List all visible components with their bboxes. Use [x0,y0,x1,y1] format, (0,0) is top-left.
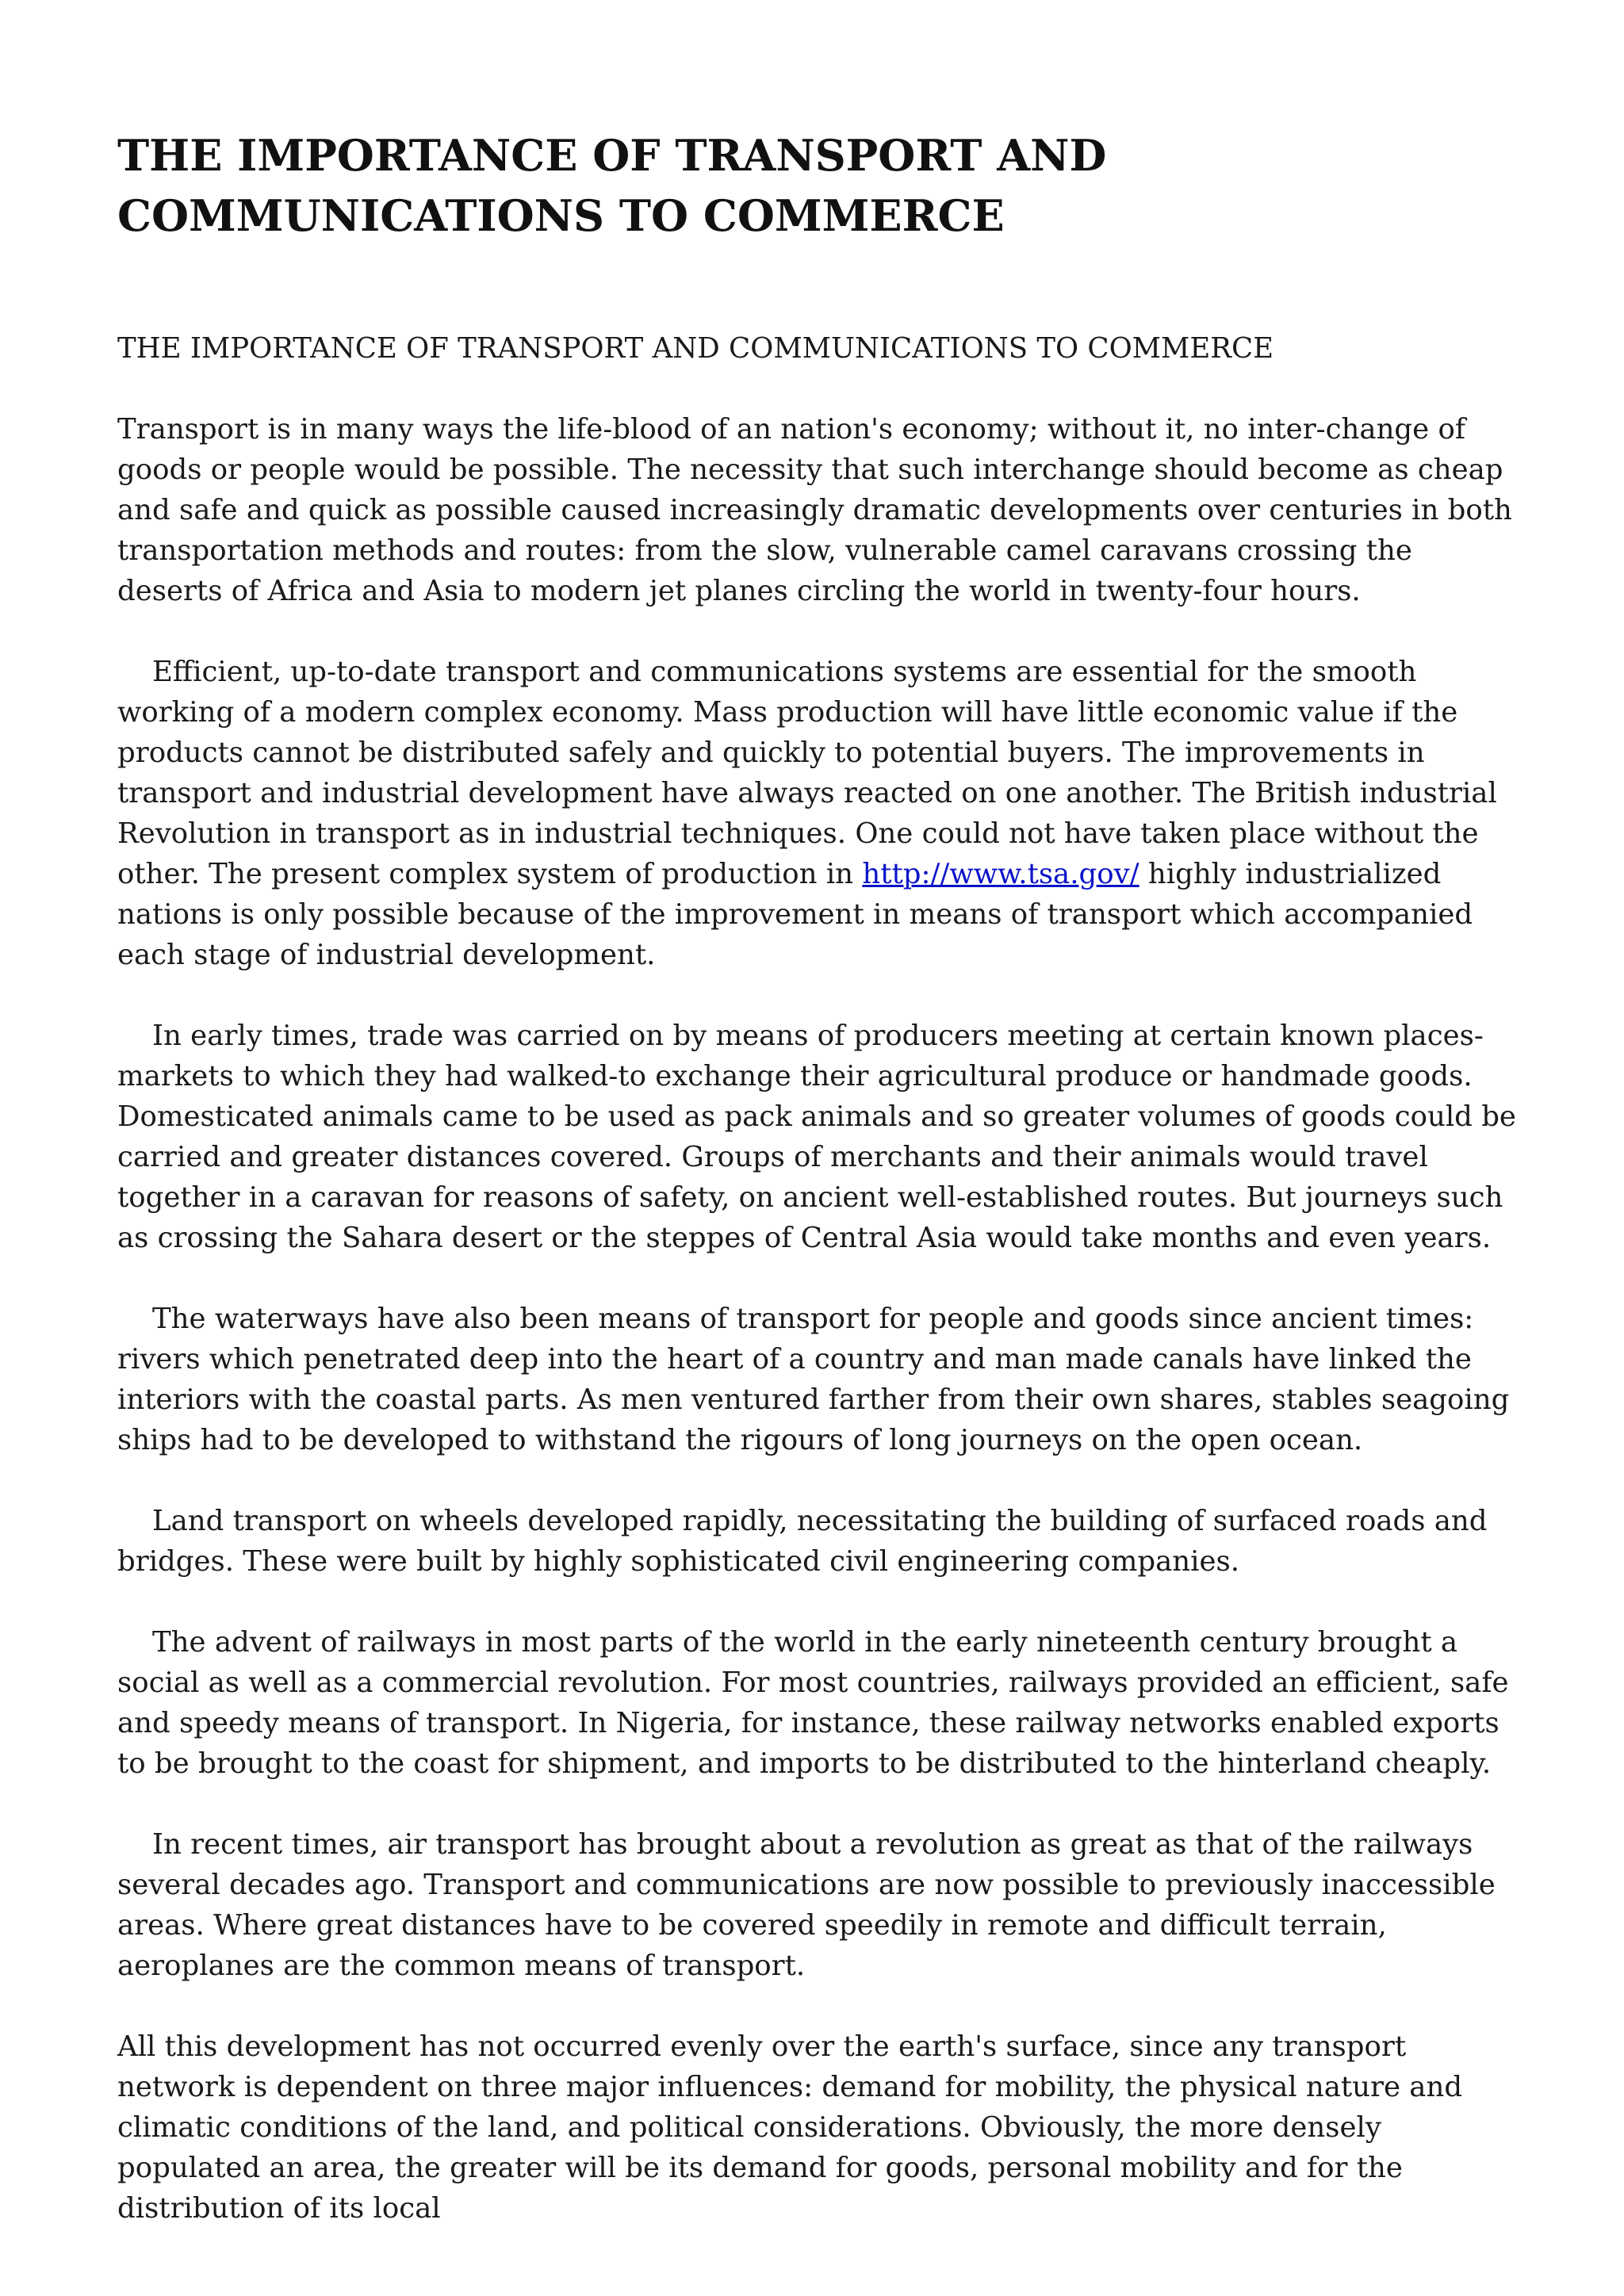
paragraph-8: All this development has not occurred evenly over the earth's surface, since any transport network is dependent on three major influences: demand for mobility, the physical nature and climatic conditions of the land, and political considerations. Obviously, the more densely populated an area, the greater will be its demand for goods, personal mobility and for the distribution of its local [117,2030,1463,2225]
document-page [117,125,1521,2229]
paragraph-6: The advent of railways in most parts of the world in the early nineteenth century brought a social as well as a commercial revolution. For most countries, railways provided an efficient, safe and speedy means of transport. In Nigeria, for instance, these railway networks enabled exports to be brought to the coast for shipment, and imports to be distributed to the hinterland cheaply. [117,1626,1509,1780]
document-subtitle: THE IMPORTANCE OF TRANSPORT AND COMMUNICATIONS TO COMMERCE [117,332,1274,365]
tsa-link[interactable]: http://www.tsa.gov/ [862,858,1139,890]
paragraph-4: The waterways have also been means of transport for people and goods since ancient times: rivers which penetrated deep into the heart of a country and man made canals have linked the interiors with the coastal parts. As men ventured farther from their own shares, stables seagoing ships had to be developed to withstand the rigours of long journeys on the open ocean. [117,1303,1510,1456]
paragraph-5: Land transport on wheels developed rapidly, necessitating the building of surfaced roads and bridges. These were built by highly sophisticated civil engineering companies. [117,1505,1488,1578]
paragraph-3: In early times, trade was carried on by means of producers meeting at certain known places-markets to which they had walked-to exchange their agricultural produce or handmade goods. Domesticated animals came to be used as pack animals and so greater volumes of goods could be carried and greater distances covered. Groups of merchants and their animals would travel together in a caravan for reasons of safety, on ancient well-established routes. But journeys such as crossing the Sahara desert or the steppes of Central Asia would take months and even years. [117,1020,1516,1254]
page-title: THE IMPORTANCE OF TRANSPORT AND COMMUNICATIONS TO COMMERCE [117,130,1107,241]
paragraph-7: In recent times, air transport has brought about a revolution as great as that of the railways several decades ago. Transport and communications are now possible to previously inaccessible areas. Where great distances have to be covered speedily in remote and difficult terrain, aeroplanes are the common means of transport. [117,1828,1496,1982]
paragraph-2 [117,652,1521,975]
paragraph-2-text-after: highly industrialized nations is only possible because of the improvement in means of transport which accompanied each stage of industrial development. [117,858,1473,971]
paragraph-2-text-before: Efficient, up-to-date transport and communications systems are essential for the smooth working of a modern complex economy. Mass production will have little economic value if the products cannot be distributed safely and quickly to potential buyers. The improvements in transport and industrial development have always reacted on one another. The British industrial Revolution in transport as in industrial techniques. One could not have taken place without the other. The present complex system of production in [117,656,1497,890]
paragraph-1: Transport is in many ways the life-blood of an nation's economy; without it, no inter-change of goods or people would be possible. The necessity that such interchange should become as cheap and safe and quick as possible caused increasingly dramatic developments over centuries in both transportation methods and routes: from the slow, vulnerable camel caravans crossing the deserts of Africa and Asia to modern jet planes circling the world in twenty-four hours. [117,413,1512,607]
